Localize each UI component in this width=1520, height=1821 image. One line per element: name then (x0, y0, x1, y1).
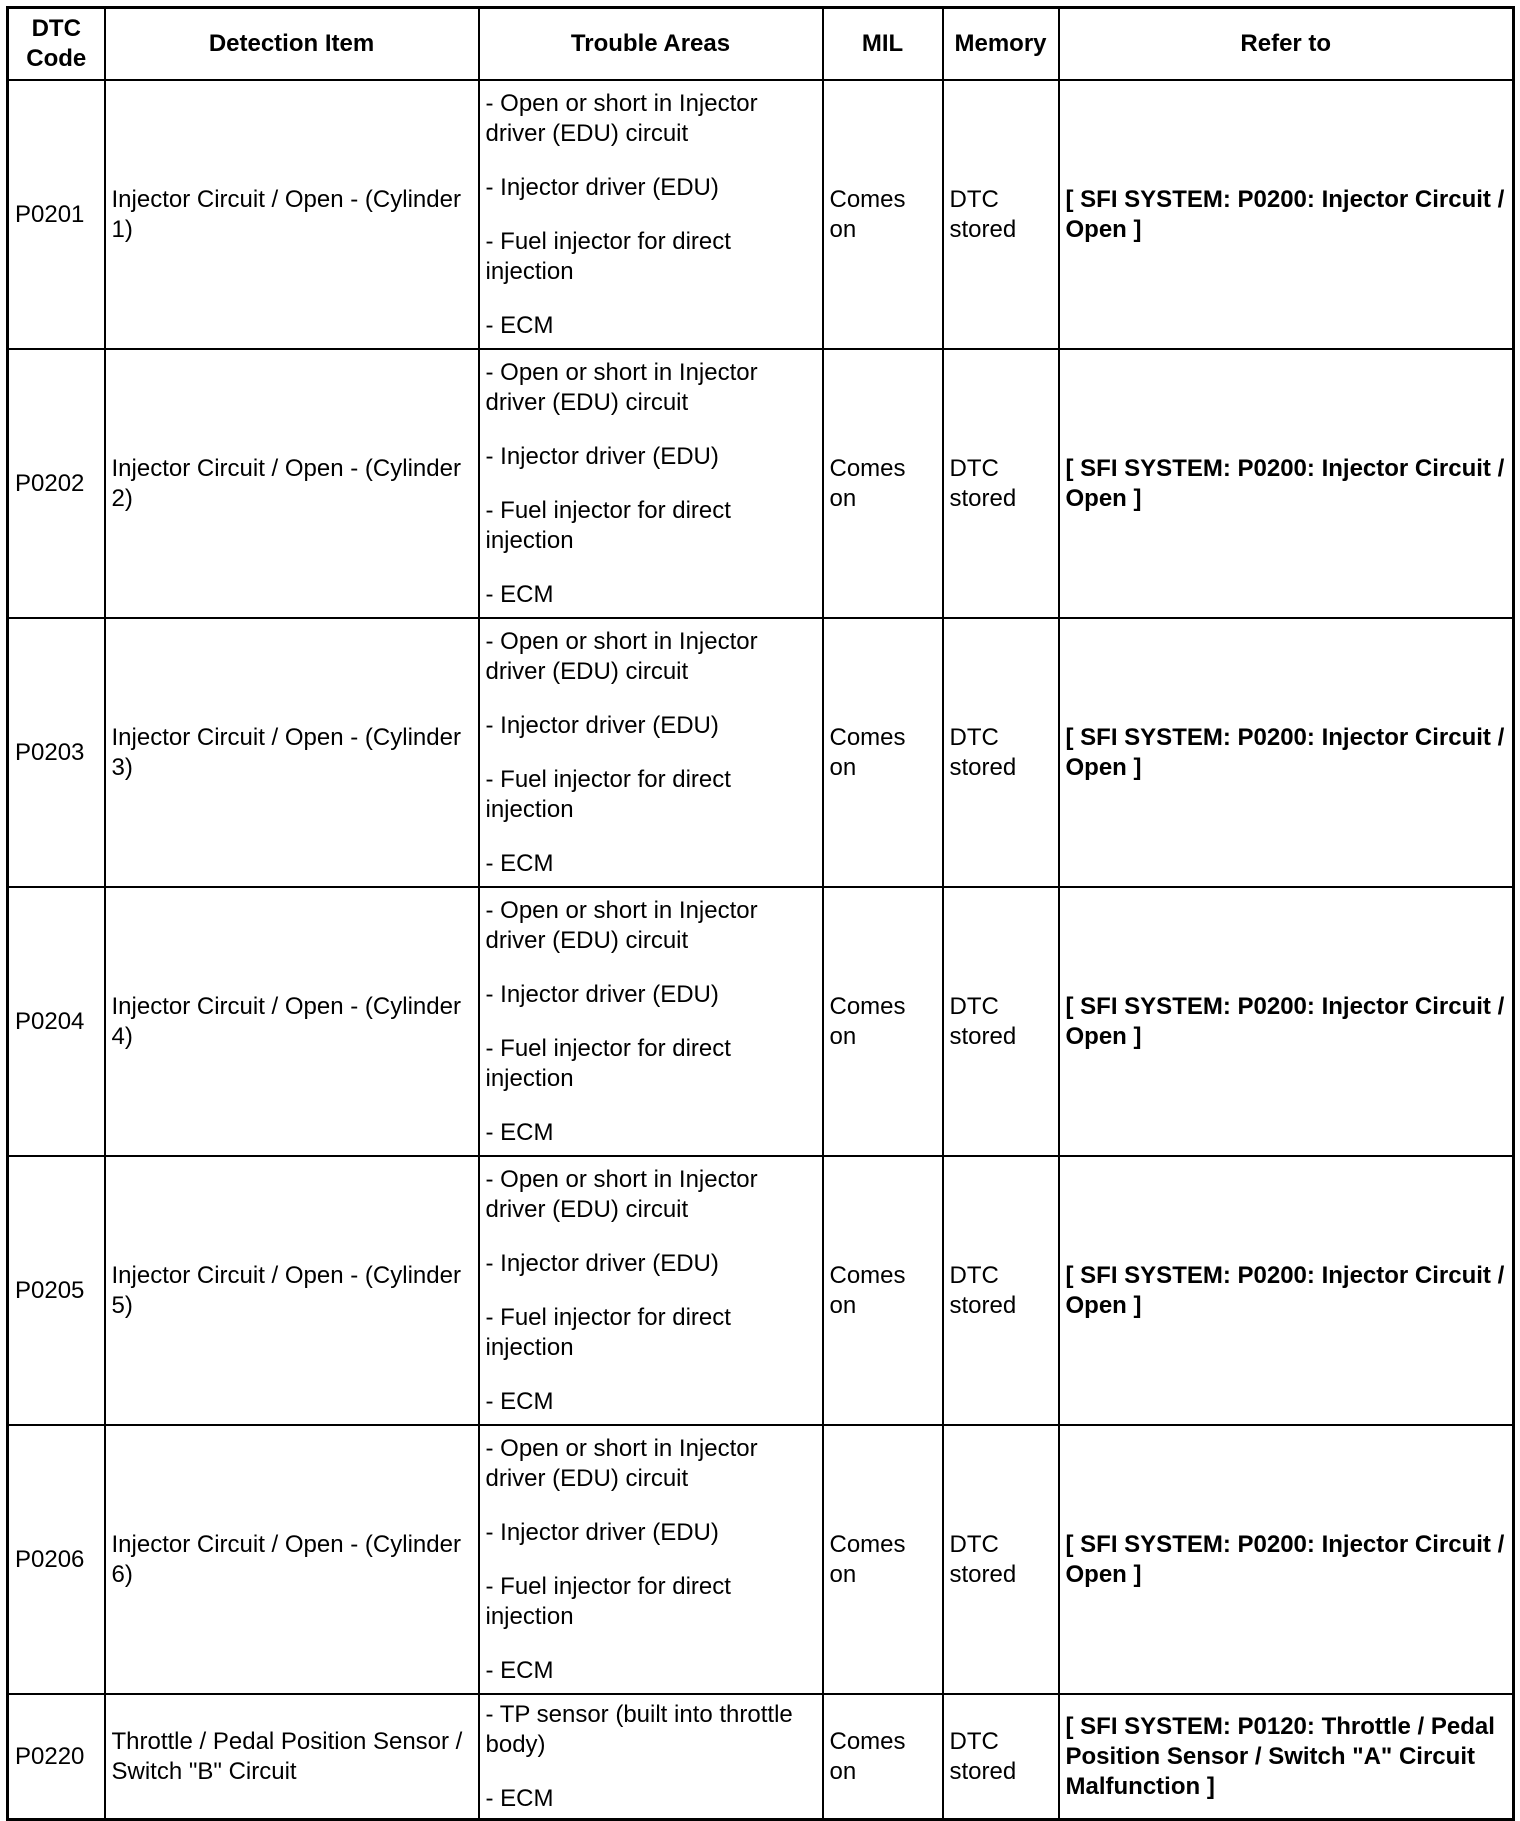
trouble-area-item: - Fuel injector for direct injection (485, 496, 731, 554)
trouble-area-item: - Injector driver (EDU) (485, 711, 719, 739)
detection-item-cell: Injector Circuit / Open - (Cylinder 5) (105, 1156, 479, 1425)
trouble-area-item: - Open or short in Injector driver (EDU) circuit (485, 627, 758, 685)
header-trouble-areas: Trouble Areas (479, 8, 823, 81)
memory-cell: DTC stored (943, 618, 1059, 887)
trouble-area-item: - TP sensor (built into throttle body) (485, 1700, 793, 1758)
trouble-area-item: - Open or short in Injector driver (EDU) circuit (485, 89, 758, 147)
mil-cell: Comes on (823, 349, 943, 618)
trouble-area-item: - ECM (485, 580, 554, 608)
refer-to-link[interactable]: [ SFI SYSTEM: P0200: Injector Circuit / Open ] (1059, 1156, 1514, 1425)
trouble-area-item: - Injector driver (EDU) (485, 1249, 719, 1277)
dtc-code-cell: P0206 (8, 1425, 105, 1694)
dtc-table-container (6, 6, 1515, 1821)
trouble-area-item: - ECM (485, 1784, 554, 1812)
detection-item-cell: Injector Circuit / Open - (Cylinder 2) (105, 349, 479, 618)
dtc-code-cell: P0203 (8, 618, 105, 887)
trouble-area-item: - Fuel injector for direct injection (485, 227, 731, 285)
trouble-areas-cell (479, 1156, 823, 1425)
mil-cell: Comes on (823, 1694, 943, 1820)
memory-cell: DTC stored (943, 1425, 1059, 1694)
table-row (8, 349, 1514, 618)
trouble-areas-cell (479, 618, 823, 887)
trouble-areas-cell (479, 1694, 823, 1820)
table-row (8, 1694, 1514, 1820)
trouble-area-item: - Fuel injector for direct injection (485, 1303, 731, 1361)
trouble-areas-cell (479, 887, 823, 1156)
table-row (8, 887, 1514, 1156)
table-row (8, 618, 1514, 887)
detection-item-cell: Throttle / Pedal Position Sensor / Switch "B" Circuit (105, 1694, 479, 1820)
trouble-area-item: - Fuel injector for direct injection (485, 1572, 731, 1630)
memory-cell: DTC stored (943, 349, 1059, 618)
detection-item-cell: Injector Circuit / Open - (Cylinder 1) (105, 80, 479, 349)
trouble-area-item: - Fuel injector for direct injection (485, 765, 731, 823)
header-refer-to: Refer to (1059, 8, 1514, 81)
trouble-area-item: - ECM (485, 1656, 554, 1684)
refer-to-link[interactable]: [ SFI SYSTEM: P0200: Injector Circuit / Open ] (1059, 349, 1514, 618)
trouble-area-item: - Injector driver (EDU) (485, 173, 719, 201)
memory-cell: DTC stored (943, 887, 1059, 1156)
refer-to-link[interactable]: [ SFI SYSTEM: P0200: Injector Circuit / Open ] (1059, 887, 1514, 1156)
trouble-area-item: - ECM (485, 849, 554, 877)
trouble-area-item: - Injector driver (EDU) (485, 1518, 719, 1546)
refer-to-link[interactable]: [ SFI SYSTEM: P0200: Injector Circuit / Open ] (1059, 618, 1514, 887)
dtc-code-cell: P0220 (8, 1694, 105, 1820)
refer-to-link[interactable]: [ SFI SYSTEM: P0200: Injector Circuit / Open ] (1059, 1425, 1514, 1694)
trouble-area-item: - Open or short in Injector driver (EDU) circuit (485, 358, 758, 416)
detection-item-cell: Injector Circuit / Open - (Cylinder 4) (105, 887, 479, 1156)
trouble-areas-cell (479, 349, 823, 618)
header-detection-item: Detection Item (105, 8, 479, 81)
memory-cell: DTC stored (943, 1156, 1059, 1425)
mil-cell: Comes on (823, 618, 943, 887)
refer-to-link[interactable]: [ SFI SYSTEM: P0120: Throttle / Pedal Position Sensor / Switch "A" Circuit Malfunction ] (1059, 1694, 1514, 1820)
dtc-code-cell: P0205 (8, 1156, 105, 1425)
mil-cell: Comes on (823, 1425, 943, 1694)
trouble-area-item: - Injector driver (EDU) (485, 442, 719, 470)
trouble-area-item: - Open or short in Injector driver (EDU) circuit (485, 1165, 758, 1223)
trouble-area-item: - ECM (485, 311, 554, 339)
table-row (8, 1156, 1514, 1425)
mil-cell: Comes on (823, 80, 943, 349)
trouble-area-item: - Open or short in Injector driver (EDU) circuit (485, 896, 758, 954)
trouble-area-item: - Fuel injector for direct injection (485, 1034, 731, 1092)
trouble-areas-cell (479, 80, 823, 349)
memory-cell: DTC stored (943, 80, 1059, 349)
dtc-code-cell: P0204 (8, 887, 105, 1156)
header-dtc-code: DTC Code (8, 8, 105, 81)
detection-item-cell: Injector Circuit / Open - (Cylinder 3) (105, 618, 479, 887)
header-mil: MIL (823, 8, 943, 81)
mil-cell: Comes on (823, 1156, 943, 1425)
trouble-area-item: - ECM (485, 1387, 554, 1415)
trouble-areas-cell (479, 1425, 823, 1694)
mil-cell: Comes on (823, 887, 943, 1156)
trouble-area-item: - ECM (485, 1118, 554, 1146)
dtc-code-cell: P0202 (8, 349, 105, 618)
header-memory: Memory (943, 8, 1059, 81)
refer-to-link[interactable]: [ SFI SYSTEM: P0200: Injector Circuit / Open ] (1059, 80, 1514, 349)
table-row (8, 80, 1514, 349)
detection-item-cell: Injector Circuit / Open - (Cylinder 6) (105, 1425, 479, 1694)
dtc-code-cell: P0201 (8, 80, 105, 349)
trouble-area-item: - Injector driver (EDU) (485, 980, 719, 1008)
dtc-table (6, 6, 1515, 1821)
trouble-area-item: - Open or short in Injector driver (EDU) circuit (485, 1434, 758, 1492)
table-row (8, 1425, 1514, 1694)
table-header-row (8, 8, 1514, 81)
memory-cell: DTC stored (943, 1694, 1059, 1820)
